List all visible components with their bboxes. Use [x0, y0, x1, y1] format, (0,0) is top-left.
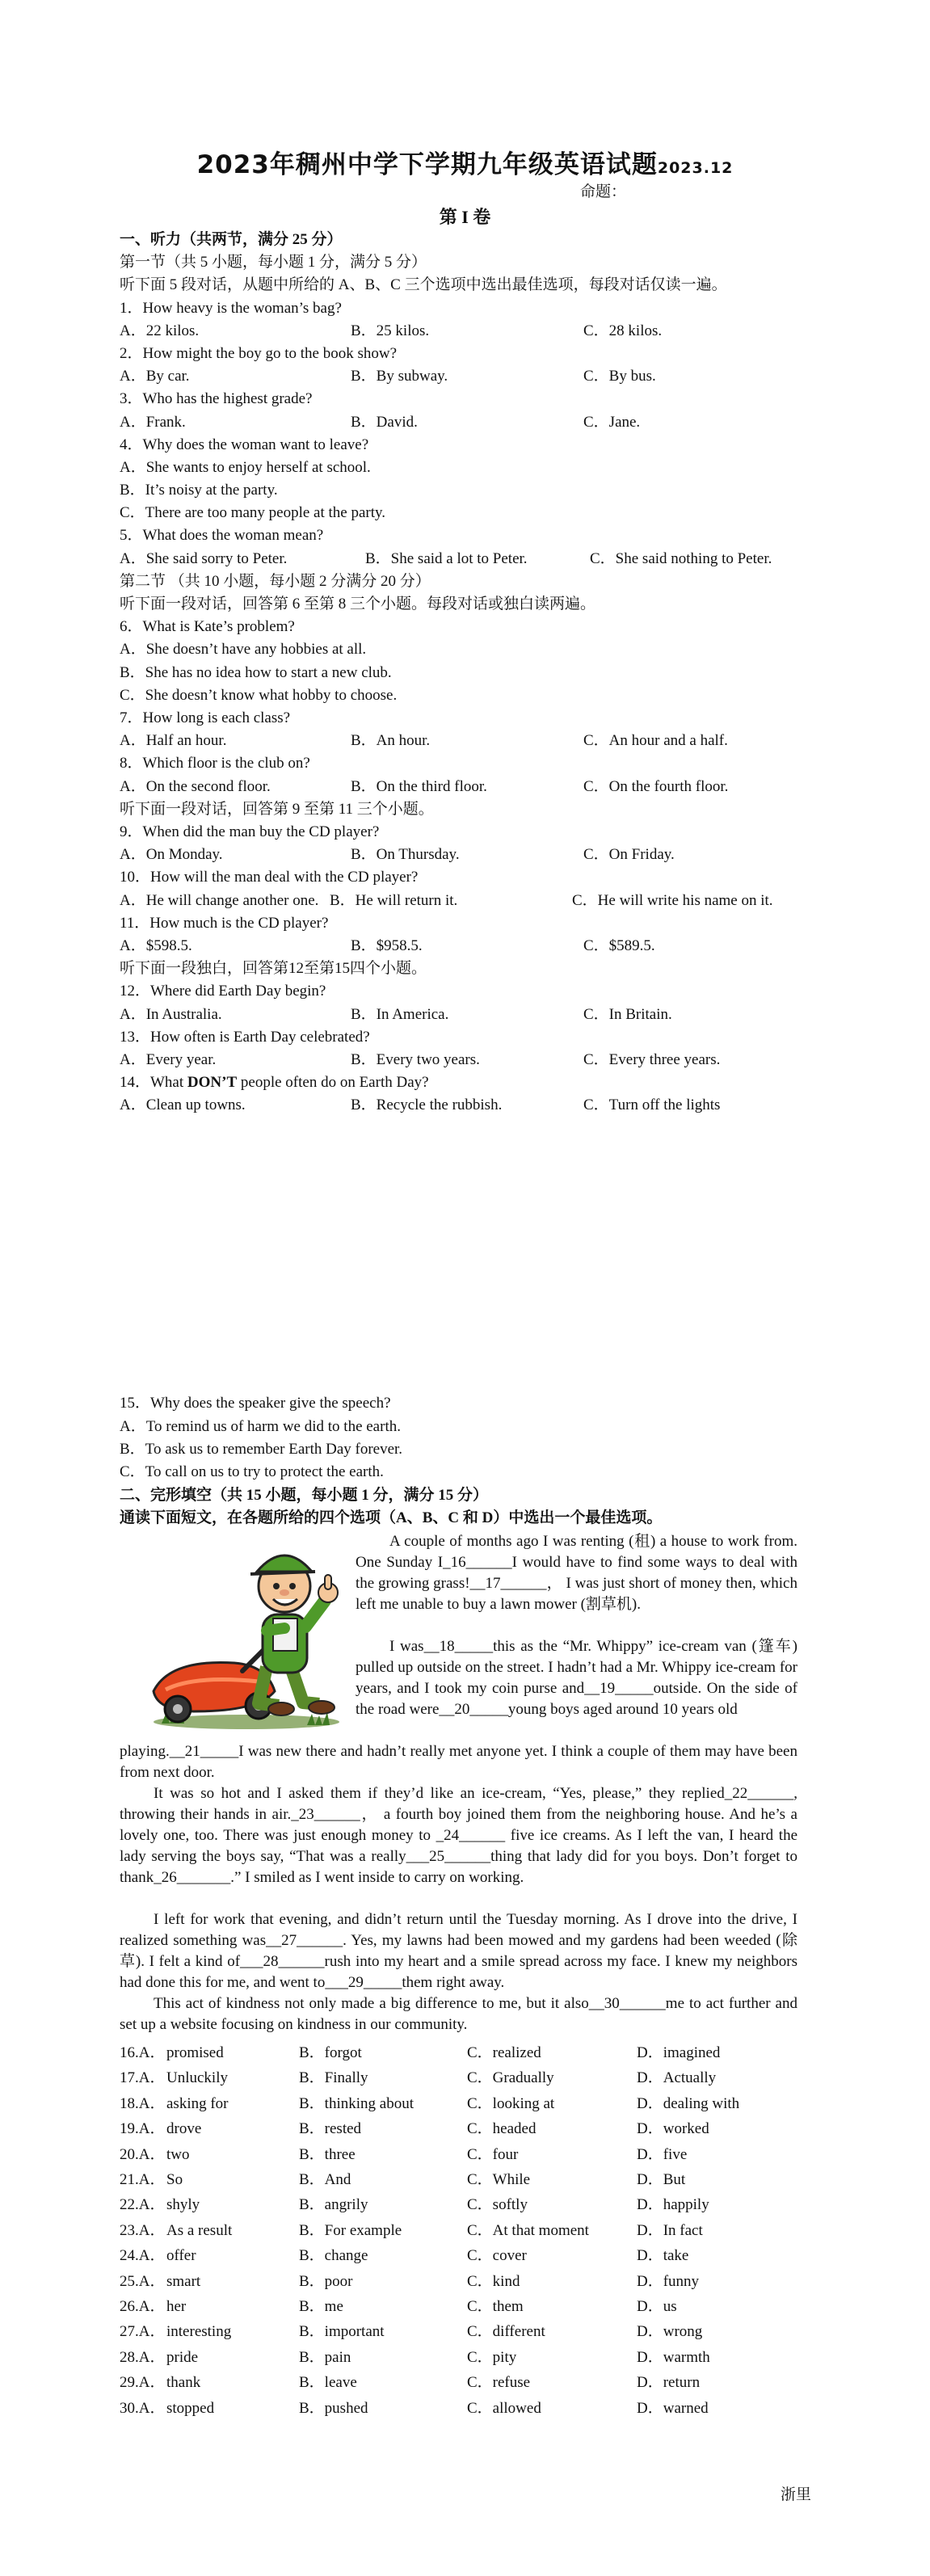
option-b[interactable]: B．On the third floor.: [351, 778, 487, 795]
question-number: 24.A．: [120, 2247, 166, 2264]
option-d[interactable]: D．imagined: [637, 2044, 721, 2061]
option-b[interactable]: B．He will return it.: [330, 892, 458, 909]
option-d[interactable]: D．In fact: [637, 2222, 703, 2239]
option-a[interactable]: A．To remind us of harm we did to the earth.: [120, 1418, 401, 1435]
question-number: 17.A．: [120, 2069, 166, 2086]
question-6: 6．What is Kate’s problem?: [120, 618, 295, 635]
option-c[interactable]: C．pity: [467, 2349, 517, 2366]
option-b[interactable]: B．She has no idea how to start a new club.: [120, 664, 392, 681]
question-4: 4．Why does the woman want to leave?: [120, 436, 369, 453]
option-a[interactable]: A．She said sorry to Peter.: [120, 550, 288, 567]
option-b[interactable]: B．angrily: [299, 2196, 368, 2213]
corner-mark: 浙里: [781, 2486, 812, 2503]
cloze-paragraph-2: I was__18_____this as the “Mr. Whippy” ice-cream van (篷车) pulled up outside on the street. I hadn’t had a Mr. Whippy ice-cream for years, and I took my coin purse and__19_____outside. On the side of the road were__20_____young boys aged around 10 years old: [356, 1638, 797, 1718]
option-b[interactable]: B．To ask us to remember Earth Day forever.: [120, 1441, 403, 1458]
option-a[interactable]: A．She doesn’t have any hobbies at all.: [120, 641, 367, 658]
option-a[interactable]: shyly: [166, 2196, 200, 2213]
option-a[interactable]: So: [166, 2171, 183, 2188]
question-number: 30.A．: [120, 2400, 166, 2417]
option-b[interactable]: B．Every two years.: [351, 1051, 480, 1068]
option-d[interactable]: D．us: [637, 2298, 677, 2315]
question-number: 19.A．: [120, 2120, 166, 2137]
question-number: 23.A．: [120, 2222, 166, 2239]
option-c[interactable]: C．Jane.: [583, 414, 641, 431]
option-a[interactable]: asking for: [166, 2095, 229, 2112]
option-d[interactable]: D．dealing with: [637, 2095, 740, 2112]
question-number: 18.A．: [120, 2095, 166, 2112]
option-b[interactable]: B．25 kilos.: [351, 322, 430, 339]
option-b[interactable]: B．forgot: [299, 2044, 362, 2061]
listening-heading: 一、听力（共两节，满分 25 分）: [120, 231, 343, 248]
option-c[interactable]: C．At that moment: [467, 2222, 589, 2239]
exam-title: 2023年稠州中学下学期九年级英语试题2023.12: [196, 150, 734, 179]
option-b[interactable]: B．leave: [299, 2374, 357, 2391]
option-a[interactable]: A．$598.5.: [120, 937, 192, 954]
option-b[interactable]: B．$958.5.: [351, 937, 423, 954]
question-7: 7．How long is each class?: [120, 709, 291, 726]
option-c[interactable]: C．looking at: [467, 2095, 555, 2112]
option-d[interactable]: D．worked: [637, 2120, 709, 2137]
cloze-directions: 通读下面短文，在各题所给的四个选项（A、B、C 和 D）中选出一个最佳选项。: [120, 1509, 663, 1526]
option-c[interactable]: C．allowed: [467, 2400, 541, 2417]
option-c[interactable]: C．softly: [467, 2196, 528, 2213]
cloze-paragraph-1: A couple of months ago I was renting (租) a house to work from. One Sunday I_16______I would have to find some ways to deal with the growing grass!__17______， I was just short of money then, which left me unable to buy a lawn mower (割草机).: [356, 1533, 797, 1613]
question-number: 29.A．: [120, 2374, 166, 2391]
option-a[interactable]: drove: [166, 2120, 202, 2137]
option-a[interactable]: A．In Australia.: [120, 1006, 222, 1023]
option-a[interactable]: A．Half an hour.: [120, 732, 227, 749]
option-c[interactable]: C．By bus.: [583, 368, 656, 385]
option-c[interactable]: C．headed: [467, 2120, 537, 2137]
option-d[interactable]: D．warned: [637, 2400, 709, 2417]
option-b[interactable]: B．By subway.: [351, 368, 448, 385]
volume-label: 第 I 卷: [439, 207, 491, 227]
option-d[interactable]: D．happily: [637, 2196, 709, 2213]
option-b[interactable]: B．Finally: [299, 2069, 368, 2086]
option-c[interactable]: C．28 kilos.: [583, 322, 663, 339]
option-c[interactable]: C．four: [467, 2146, 519, 2163]
option-c[interactable]: C．While: [467, 2171, 531, 2188]
option-a[interactable]: two: [166, 2146, 190, 2163]
emphasis-dont: DON’T: [187, 1074, 238, 1091]
option-b[interactable]: B．pain: [299, 2349, 351, 2366]
question-3: 3．Who has the highest grade?: [120, 390, 313, 407]
option-c[interactable]: C．cover: [467, 2247, 527, 2264]
question-1: 1．How heavy is the woman’s bag?: [120, 300, 342, 317]
option-b[interactable]: B．three: [299, 2146, 356, 2163]
question-number: 21.A．: [120, 2171, 166, 2188]
option-c[interactable]: C．Turn off the lights: [583, 1096, 721, 1113]
question-number: 27.A．: [120, 2323, 166, 2340]
option-d[interactable]: D．five: [637, 2146, 688, 2163]
option-c[interactable]: C．different: [467, 2323, 545, 2340]
option-b[interactable]: B．Recycle the rubbish.: [351, 1096, 503, 1113]
option-a[interactable]: her: [166, 2298, 187, 2315]
option-a[interactable]: pride: [166, 2349, 199, 2366]
option-b[interactable]: B．She said a lot to Peter.: [365, 550, 528, 567]
option-b[interactable]: B．David.: [351, 414, 418, 431]
setter-label: 命题：: [580, 183, 627, 200]
option-d[interactable]: D．funny: [637, 2273, 700, 2290]
lawn-mower-illustration: [145, 1530, 354, 1732]
question-8: 8．Which floor is the club on?: [120, 755, 310, 772]
question-14: 14．What DON’T people often do on Earth Day?: [120, 1074, 429, 1091]
option-a[interactable]: As a result: [166, 2222, 233, 2239]
option-b[interactable]: B．And: [299, 2171, 351, 2188]
option-b[interactable]: B．poor: [299, 2273, 353, 2290]
cloze-paragraph-4: I left for work that evening, and didn’t return until the Tuesday morning. As I drove into the drive, I realized something was__27______. Yes, my lawns had been mowed and my gardens had been weeded (除草). I felt a kind of___28______rush into my heart and a smile spread across my face. I knew my neighbors had done this for me, and went to___29_____them right away.: [120, 1911, 797, 1991]
question-10: 10．How will the man deal with the CD player?: [120, 869, 419, 886]
question-9: 9．When did the man buy the CD player?: [120, 823, 380, 840]
option-c[interactable]: C．On Friday.: [583, 846, 675, 863]
option-a[interactable]: thank: [166, 2374, 201, 2391]
question-13: 13．How often is Earth Day celebrated?: [120, 1029, 370, 1046]
option-c[interactable]: C．There are too many people at the party.: [120, 504, 386, 521]
section1-heading: 第一节（共 5 小题，每小题 1 分，满分 5 分）: [120, 254, 427, 271]
option-b[interactable]: B．pushed: [299, 2400, 368, 2417]
option-b[interactable]: B．thinking about: [299, 2095, 414, 2112]
option-a[interactable]: A．On the second floor.: [120, 778, 271, 795]
option-a[interactable]: A．He will change another one.: [120, 892, 319, 909]
option-b[interactable]: B．important: [299, 2323, 385, 2340]
option-d[interactable]: D．return: [637, 2374, 701, 2391]
option-a[interactable]: A．On Monday.: [120, 846, 223, 863]
option-b[interactable]: B．me: [299, 2298, 343, 2315]
directions-12-15: 听下面一段独白，回答第12至第15四个小题。: [120, 960, 427, 977]
cloze-heading: 二、完形填空（共 15 小题，每小题 1 分，满分 15 分）: [120, 1487, 489, 1504]
option-a[interactable]: A．Frank.: [120, 414, 186, 431]
option-c[interactable]: C．In Britain.: [583, 1006, 672, 1023]
question-number: 22.A．: [120, 2196, 166, 2213]
option-b[interactable]: B．In America.: [351, 1006, 449, 1023]
option-c[interactable]: C．She doesn’t know what hobby to choose.: [120, 687, 398, 704]
question-number: 28.A．: [120, 2349, 166, 2366]
option-d[interactable]: D．But: [637, 2171, 686, 2188]
question-number: 25.A．: [120, 2273, 166, 2290]
question-11: 11．How much is the CD player?: [120, 915, 329, 932]
option-c[interactable]: C．He will write his name on it.: [572, 892, 773, 909]
section2-directions: 听下面一段对话，回答第 6 至第 8 三个小题。每段对话或独白读两遍。: [120, 596, 596, 612]
option-a[interactable]: Unluckily: [166, 2069, 228, 2086]
option-c[interactable]: C．them: [467, 2298, 524, 2315]
option-c[interactable]: C．Gradually: [467, 2069, 554, 2086]
option-a[interactable]: A．Clean up towns.: [120, 1096, 246, 1113]
section1-directions: 听下面 5 段对话，从题中所给的 A、B、C 三个选项中选出最佳选项，每段对话仅读一遍。: [120, 276, 727, 293]
option-b[interactable]: B．On Thursday.: [351, 846, 460, 863]
option-a[interactable]: stopped: [166, 2400, 215, 2417]
option-d[interactable]: D．take: [637, 2247, 689, 2264]
option-d[interactable]: D．wrong: [637, 2323, 703, 2340]
option-b[interactable]: B．For example: [299, 2222, 402, 2239]
option-a[interactable]: A．By car.: [120, 368, 190, 385]
option-a[interactable]: A．She wants to enjoy herself at school.: [120, 459, 371, 476]
option-b[interactable]: B．change: [299, 2247, 368, 2264]
option-c[interactable]: C．Every three years.: [583, 1051, 721, 1068]
option-b[interactable]: B．It’s noisy at the party.: [120, 482, 278, 499]
option-a[interactable]: interesting: [166, 2323, 232, 2340]
question-number: 20.A．: [120, 2146, 166, 2163]
option-c[interactable]: C．realized: [467, 2044, 541, 2061]
directions-9-11: 听下面一段对话，回答第 9 至第 11 三个小题。: [120, 801, 434, 818]
option-c[interactable]: C．She said nothing to Peter.: [590, 550, 772, 567]
option-c[interactable]: C．$589.5.: [583, 937, 655, 954]
option-c[interactable]: C．On the fourth floor.: [583, 778, 729, 795]
question-5: 5．What does the woman mean?: [120, 527, 324, 544]
cloze-paragraph-2-continued: playing.__21_____I was new there and hadn’t really met anyone yet. I think a couple of them may have been from next door.: [120, 1743, 797, 1781]
option-a[interactable]: A．22 kilos.: [120, 322, 200, 339]
option-a[interactable]: smart: [166, 2273, 201, 2290]
cloze-paragraph-3: It was so hot and I asked them if they’d like an ice-cream, “Yes, please,” they replied_22______, throwing their hands in air._23______， a fourth boy joined them from the neighboring house. And he’s a lovely one, too. There was just enough money to _24______ five ice creams. As I left the van, I heard the lady serving the boys say, “That was a really___25______thing that lady did for you boys. Don’t forget to thank_26_______.” I smiled as I went inside to carry on working.: [120, 1785, 797, 1886]
option-c[interactable]: C．kind: [467, 2273, 520, 2290]
option-c[interactable]: C．An hour and a half.: [583, 732, 728, 749]
option-d[interactable]: D．Actually: [637, 2069, 717, 2086]
question-2: 2．How might the boy go to the book show?: [120, 345, 398, 362]
question-15: 15．Why does the speaker give the speech?: [120, 1395, 391, 1412]
option-a[interactable]: A．Every year.: [120, 1051, 217, 1068]
exam-date: 2023.12: [657, 159, 734, 177]
cloze-paragraph-5: This act of kindness not only made a big difference to me, but it also__30______me to act further and set up a website focusing on kindness in our community.: [120, 1995, 797, 2033]
question-number: 16.A．: [120, 2044, 166, 2061]
section2-heading: 第二节 （共 10 小题，每小题 2 分满分 20 分）: [120, 573, 431, 590]
option-b[interactable]: B．rested: [299, 2120, 362, 2137]
option-b[interactable]: B．An hour.: [351, 732, 431, 749]
option-d[interactable]: D．warmth: [637, 2349, 710, 2366]
option-a[interactable]: offer: [166, 2247, 196, 2264]
option-a[interactable]: promised: [166, 2044, 224, 2061]
question-12: 12．Where did Earth Day begin?: [120, 983, 326, 1000]
option-c[interactable]: C．To call on us to try to protect the earth.: [120, 1463, 384, 1480]
option-c[interactable]: C．refuse: [467, 2374, 531, 2391]
question-number: 26.A．: [120, 2298, 166, 2315]
